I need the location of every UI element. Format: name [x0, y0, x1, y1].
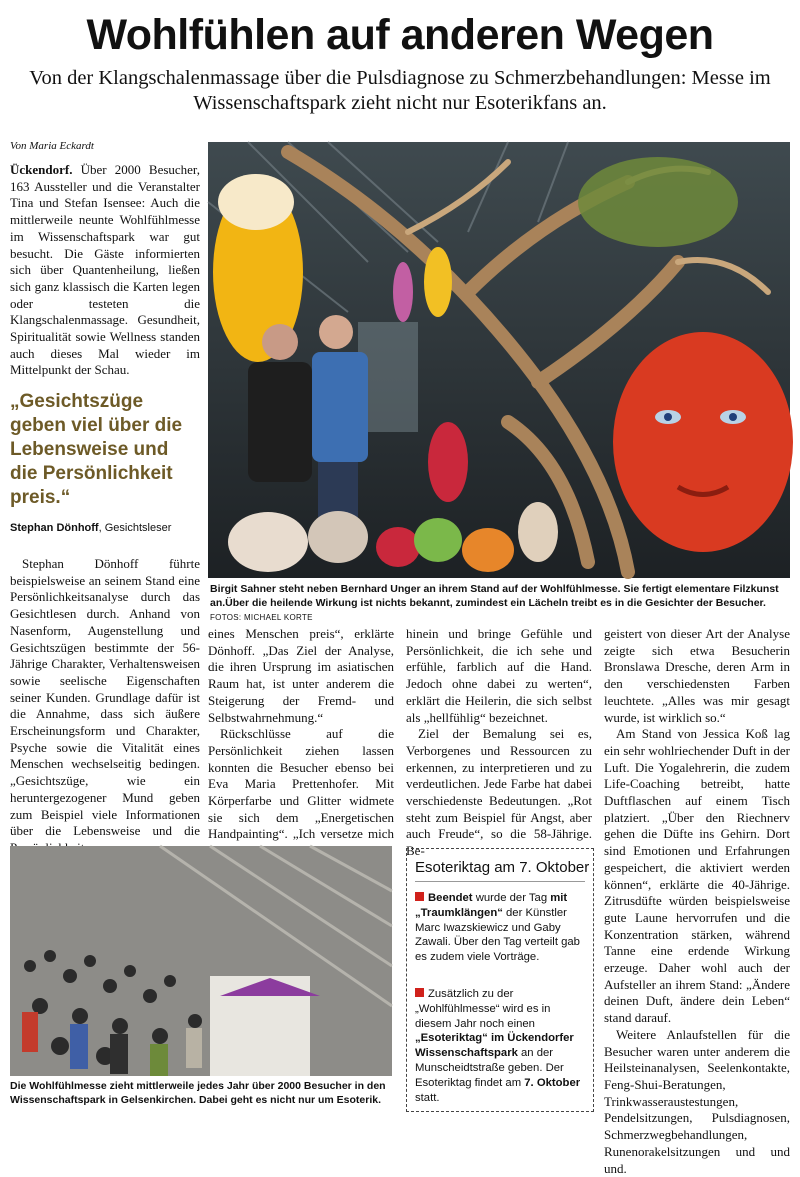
item-text: statt.: [415, 1091, 440, 1104]
item-text: an der Munscheidtstraße geben. Der Esoteriktag findet am: [415, 1047, 564, 1089]
paragraph: Ziel der Bemalung sei es, Verborgenes und Ressourcen zu erkennen, zu interpretieren und zu verdeutlichen. Jede Farbe hat dabei verschiedenste Bedeutungen. „Rot steht zum Beispiel für Angst, aber auch Freude“, so die 58-Jährige. Be-: [406, 726, 592, 859]
item-date: 7. Oktober: [524, 1076, 581, 1089]
dateline: Ückendorf.: [10, 162, 73, 177]
article-column-4: [604, 626, 790, 1176]
infobox-item: [415, 891, 587, 965]
paragraph: eines Menschen preis“, erklärte Dönhoff. „Das Ziel der Analyse, die ihren Ursprung im asiatischen Raum hat, ist unter anderem die Steigerung der Fremd- und Selbstwahrnehmung.“: [208, 626, 394, 725]
felt-art-image: [208, 142, 790, 578]
item-lead: Beendet: [428, 892, 473, 904]
item-highlight: mit „Traumklängen“: [415, 892, 568, 919]
article-column-2: [208, 626, 394, 842]
photo-caption-crowd: Die Wohlfühlmesse zieht mittlerweile jedes Jahr über 2000 Besucher in den Wissenschaftspark in Gelsenkirchen. Dabei geht es nicht nur um Esoterik.: [10, 1080, 386, 1106]
byline: Von Maria Eckardt: [10, 140, 94, 152]
paragraph: Am Stand von Jessica Koß lag ein sehr wohlriechender Duft in der Luft. Die Yogalehrerin, die zudem Life-Coaching betreibt, hatte Duftflaschen auf einem Tisch platziert. „Über den Riechnerv gehen die Düfte ins Gehirn. Dort sind Emotionen und Erfahrungen gespeichert, die aktiviert werden können“, erklärte die 40-Jährige. Zitrusdüfte würden beispielsweise gute Laune hervorrufen und die Konzentration stärken, während Tanne eine erdende Wirkung erzeuge. Daher wohl auch der Aufsteller an ihrem Stand: „Ändere deinen Duft, ändere dein Leben“ stand darauf.: [604, 726, 790, 1026]
photo-credit: FOTOS: MICHAEL KORTE: [210, 613, 313, 622]
article-column-3: [406, 626, 592, 859]
infobox-item: [415, 987, 587, 1105]
intro-text: Über 2000 Besucher, 163 Aussteller und die Veranstalter Tina und Stefan Isensee: Auch die mittlerweile neunte Wohlfühlmesse im Wissenschaftspark war gut besucht. Die Gäste informierten sich über Quantenheilung, ließen sich ganz klassisch die Karten legen oder testeten die Klangschalenmassage. Gesundheit, Spiritualität sowie Wellness standen auch dieses Mal wieder im Mittelpunkt der Schau.: [10, 162, 200, 378]
felt-art-photo: [208, 142, 790, 578]
crowd-image: [10, 846, 392, 1076]
quote-attribution: [10, 522, 171, 534]
crowd-photo: [10, 846, 392, 1076]
item-highlight: „Esoteriktag“ im Ückendorfer Wissenschaftspark: [415, 1032, 574, 1060]
infobox-divider: [415, 881, 585, 882]
headline: Wohlfühlen auf anderen Wegen: [86, 11, 714, 59]
subheadline: Von der Klangschalenmassage über die Pulsdiagnose zu Schmerzbehandlungen: Messe im Wissenschaftspark zieht nicht nur Esoterikfans an.: [29, 67, 771, 114]
event-infobox: [406, 848, 594, 1112]
quote-author-name: Stephan Dönhoff: [10, 522, 99, 534]
paragraph: Stephan Dönhoff führte beispielsweise an seinem Stand eine Persönlichkeitsanalyse durch das Gesichtlesen durch. Anhand von Nasenform, Augenstellung und Gesichtszügen bestimmte der 56-Jährige Charakter, Verhaltensweisen sowie seelische Eigenschaften seiner Kunden. Grundlage dafür ist die Annahme, dass sich äußere Erscheinungsform und Charakter, Psyche sowie die Vitalität eines Menschen wechselseitig bedingen. „Gesichtszüge, wie ein heruntergezogener Mund geben zum Beispiel viele Informationen über die Lebensweise und die: [10, 556, 200, 839]
item-text: Zusätzlich zu der „Wohlfühlmesse“ wird es in diesem Jahr noch einen: [415, 988, 551, 1030]
paragraph: hinein und bringe Gefühle und Persönlichkeit, die ich sehe und erfühle, farblich auf die Hand. Jedoch ohne dabei zu werten“, erklärt die Heilerin, die sich selbst als „hellfühlig“ bezeichnet.: [406, 626, 592, 725]
caption-text: Birgit Sahner steht neben Bernhard Unger an ihrem Stand auf der Wohlfühlmesse. Sie fertigt elementare Filzkunst an.Über die heilende Wirkung ist nichts bekannt, zumindest ein Lächeln treibt es in die Gesichter der Besucher.: [210, 583, 779, 609]
paragraph: Weitere Anlaufstellen für die Besucher waren unter anderem die Heilsteinanalysen, Seelenkontakte, Feng-Shui-Beratungen, Trinkwasseraustestungen, Pendelsitzungen, Pulsdiagnosen, Schmerzwegbehandlungen, Runenorakelsitzungen und und und.: [604, 1026, 790, 1176]
infobox-title: Esoteriktag am 7. Oktober: [415, 859, 590, 876]
photo-caption-main: [210, 582, 790, 625]
quote-author-role: , Gesichtsleser: [98, 522, 172, 534]
bullet-square-icon: [415, 988, 424, 997]
paragraph: Rückschlüsse auf die Persönlichkeit ziehen lassen konnten die Besucher ebenso bei Eva Maria Prettenhofer. Mit Körperfarbe und Glitter widmete sie sich dem „Energetischen Handpainting“. „Ich versetze mich: [208, 726, 394, 842]
article-column-1: [10, 556, 200, 839]
item-text: wurde der Tag: [472, 892, 551, 904]
item-text: der Künstler Marc Iwazskiewicz und Gaby Zawali. Über den Tag verteilt gab es zudem viele Vorträge.: [415, 906, 580, 964]
article-intro: [10, 162, 200, 378]
paragraph: geistert von dieser Art der Analyse zeigte sich etwa Besucherin Bronslawa Dresche, deren Arm in den verschiedensten Farben leuchtete. „Alles was mir gesagt wurde, ist wirklich so.“: [604, 626, 790, 725]
bullet-square-icon: [415, 892, 424, 901]
pull-quote: „Gesichtszüge geben viel über die Lebensweise und die Persönlichkeit preis.“: [10, 391, 183, 508]
